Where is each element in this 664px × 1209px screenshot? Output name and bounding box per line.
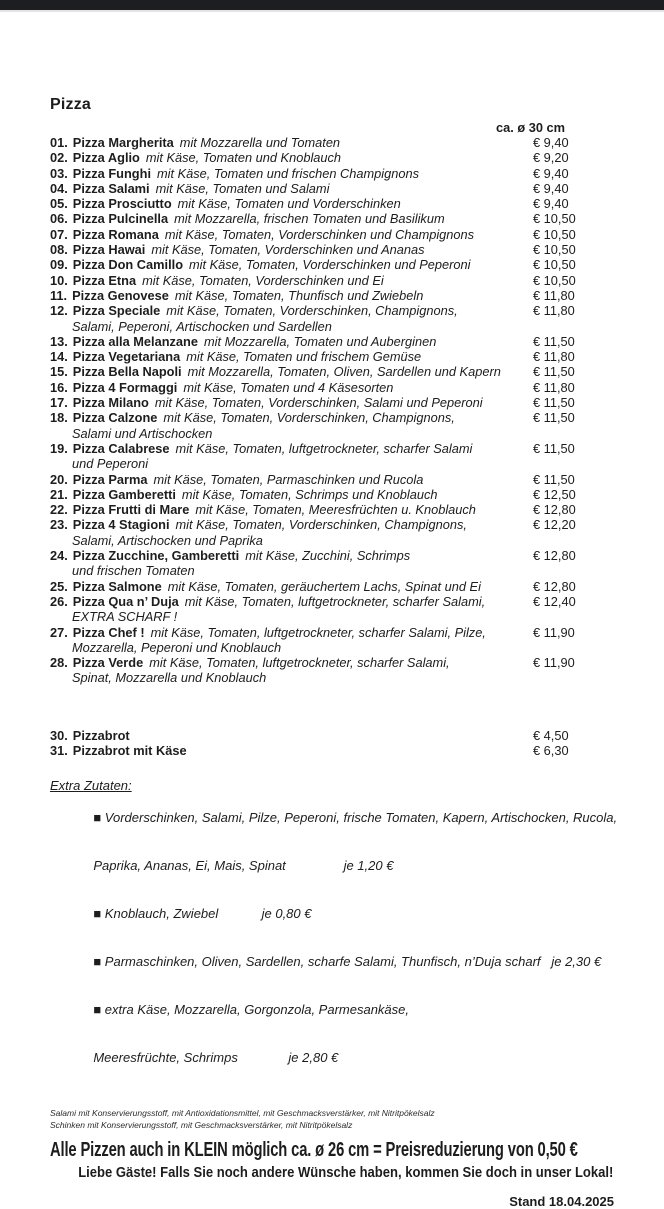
- item-text: [50, 257, 533, 272]
- item-name: Pizza Calzone: [72, 410, 158, 426]
- item-price: € 9,40: [533, 196, 569, 212]
- menu-item: [50, 257, 614, 272]
- item-line1: [50, 196, 533, 211]
- item-description: mit Käse, Tomaten und 4 Käsesorten: [183, 379, 394, 395]
- extra-price: je 1,20 €: [285, 858, 394, 874]
- item-text: [50, 135, 533, 150]
- item-line1: [50, 227, 533, 242]
- item-line1: [50, 380, 533, 395]
- item-line1: [50, 395, 533, 410]
- item-name: Pizza Hawai: [72, 242, 146, 258]
- item-name: Pizza 4 Formaggi: [72, 379, 178, 395]
- item-text: [50, 288, 533, 303]
- menu-item: [50, 579, 614, 594]
- item-text: [50, 655, 533, 686]
- item-price: € 11,50: [533, 471, 575, 487]
- item-price: € 11,50: [533, 333, 575, 349]
- menu-item: [50, 303, 614, 334]
- item-name: Pizza Parma: [72, 471, 148, 487]
- item-number: 20.: [50, 471, 68, 487]
- item-name: Pizza Salmone: [72, 578, 162, 594]
- item-line1: [50, 410, 533, 425]
- item-name: Pizza Margherita: [72, 135, 174, 150]
- item-description: mit Käse, Tomaten, Vorderschinken und Champignons: [164, 226, 475, 242]
- item-number: 05.: [50, 196, 68, 212]
- item-text: [50, 364, 533, 379]
- extra-ingredients: Paprika, Ananas, Ei, Mais, Spinat: [93, 858, 286, 874]
- item-price: € 12,80: [533, 548, 576, 564]
- item-number: 09.: [50, 257, 68, 273]
- item-number: 08.: [50, 242, 68, 258]
- item-number: 31.: [50, 742, 68, 758]
- item-name: Pizza 4 Stagioni: [72, 517, 170, 533]
- item-text: [50, 150, 533, 165]
- item-text: [50, 380, 533, 395]
- menu-item: [50, 227, 614, 242]
- item-name: Pizza Romana: [72, 226, 159, 242]
- item-number: 07.: [50, 226, 68, 242]
- item-text: [50, 548, 533, 579]
- item-description-line2: Salami, Peperoni, Artischocken und Sardellen: [72, 318, 332, 334]
- menu-item: [50, 349, 614, 364]
- menu-item: [50, 380, 614, 395]
- extra-line1: [50, 794, 618, 842]
- extra-row: [50, 938, 614, 986]
- menu-item: [50, 472, 614, 487]
- extra-line2: [50, 1034, 614, 1082]
- item-number: 10.: [50, 272, 68, 288]
- item-price: € 10,50: [533, 257, 576, 273]
- item-name: Pizza Genovese: [72, 287, 169, 303]
- menu-item: [50, 242, 614, 257]
- item-line1: [50, 728, 533, 743]
- item-description: mit Mozzarella und Tomaten: [179, 135, 341, 150]
- item-price: € 9,40: [533, 135, 569, 150]
- extra-ingredients: Meeresfrüchte, Schrimps: [93, 1050, 238, 1066]
- item-text: [50, 395, 533, 410]
- item-name: Pizza Prosciutto: [72, 196, 172, 212]
- item-name: Pizza Zucchine, Gamberetti: [72, 548, 240, 564]
- item-text: [50, 349, 533, 364]
- item-number: 19.: [50, 440, 68, 456]
- item-line1: [50, 579, 533, 594]
- item-line1: [50, 288, 533, 303]
- item-text: [50, 579, 533, 594]
- item-price: € 11,50: [533, 364, 575, 380]
- item-price: € 10,50: [533, 226, 576, 242]
- item-text: [50, 728, 533, 743]
- item-name: Pizzabrot mit Käse: [72, 742, 187, 758]
- item-description-line2: und frischen Tomaten: [72, 563, 195, 579]
- item-number: 06.: [50, 211, 68, 227]
- item-description: mit Mozzarella, Tomaten, Oliven, Sardellen und Kapern: [187, 364, 501, 380]
- menu-page: [0, 12, 664, 1209]
- size-column-header: ca. ø 30 cm: [496, 120, 566, 135]
- item-number: 24.: [50, 548, 68, 564]
- menu-item: [50, 273, 614, 288]
- item-description: mit Käse, Tomaten, Vorderschinken, Champignons,: [163, 410, 455, 426]
- item-price: € 11,50: [533, 395, 575, 411]
- extra-price: je 2,30 €: [540, 954, 602, 970]
- item-number: 25.: [50, 578, 68, 594]
- item-text: [50, 166, 533, 181]
- item-line1: [50, 548, 533, 563]
- extra-price: je 0,80 €: [218, 906, 312, 922]
- extra-price: je 2,80 €: [237, 1050, 339, 1066]
- item-description: mit Käse, Tomaten, luftgetrockneter, scharfer Salami,: [149, 655, 450, 671]
- extras-heading: Extra Zutaten:: [50, 778, 132, 794]
- item-price: € 10,50: [533, 242, 576, 258]
- item-price: € 9,20: [533, 150, 569, 166]
- item-description: mit Käse, Tomaten und Vorderschinken: [177, 196, 401, 212]
- item-price: € 11,90: [533, 655, 575, 671]
- extra-row: [50, 794, 618, 890]
- item-number: 16.: [50, 379, 68, 395]
- item-number: 13.: [50, 333, 68, 349]
- item-description: mit Käse, Tomaten, Vorderschinken, Salami und Peperoni: [154, 395, 483, 411]
- item-description-line2: Salami und Artischocken: [72, 425, 213, 441]
- item-number: 22.: [50, 502, 68, 518]
- menu-item: [50, 487, 614, 502]
- footnote-line: Salami mit Konservierungsstoff, mit Antioxidationsmittel, mit Geschmacksverstärker, mit Nitritpökelsalz: [50, 1108, 435, 1119]
- item-line1: [50, 487, 533, 502]
- item-description: mit Käse, Tomaten und Knoblauch: [145, 150, 342, 166]
- menu-item: [50, 166, 614, 181]
- menu-item: [50, 150, 614, 165]
- extra-toppings-section: [50, 778, 618, 1082]
- item-description-line2: Spinat, Mozzarella und Knoblauch: [72, 670, 267, 686]
- item-description: mit Käse, Tomaten, Vorderschinken und Ei: [142, 272, 384, 288]
- item-name: Pizza alla Melanzane: [72, 333, 198, 349]
- item-price: € 6,30: [533, 742, 569, 758]
- item-price: € 12,50: [533, 486, 576, 502]
- viewer-top-bar: [0, 0, 664, 12]
- item-name: Pizza Speciale: [72, 303, 161, 319]
- menu-item: [50, 548, 614, 579]
- extra-line1: [50, 986, 614, 1034]
- menu-item: [50, 395, 614, 410]
- item-line1: [50, 517, 533, 532]
- item-text: [50, 211, 533, 226]
- item-line1: [50, 349, 533, 364]
- item-description: mit Käse, Tomaten, luftgetrockneter, scharfer Salami, Pilze,: [150, 624, 486, 640]
- menu-item: [50, 625, 614, 656]
- item-text: [50, 227, 533, 242]
- item-text: [50, 273, 533, 288]
- item-name: Pizza Funghi: [72, 165, 151, 181]
- item-price: € 12,20: [533, 517, 576, 533]
- item-name: Pizza Milano: [72, 395, 149, 411]
- menu-item: [50, 334, 614, 349]
- item-text: [50, 625, 533, 656]
- item-description: mit Käse, Tomaten, Thunfisch und Zwiebeln: [174, 287, 424, 303]
- item-price: € 4,50: [533, 727, 569, 743]
- extra-row: [50, 986, 614, 1082]
- item-number: 18.: [50, 410, 68, 426]
- item-number: 11.: [50, 287, 68, 303]
- item-line1: [50, 655, 533, 670]
- item-description: mit Käse, Tomaten, Schrimps und Knoblauch: [181, 486, 438, 502]
- item-text: [50, 502, 533, 517]
- pizzabrot-list: [50, 728, 614, 759]
- item-number: 21.: [50, 486, 68, 502]
- item-description: mit Mozzarella, frischen Tomaten und Basilikum: [174, 211, 445, 227]
- item-description: mit Käse, Tomaten und frischen Champignons: [157, 165, 420, 181]
- item-line1: [50, 181, 533, 196]
- item-text: [50, 303, 533, 334]
- menu-item: [50, 441, 614, 472]
- menu-item: [50, 743, 614, 758]
- item-number: 30.: [50, 727, 68, 743]
- item-price: € 11,80: [533, 349, 575, 365]
- item-line1: [50, 257, 533, 272]
- extra-line2: [50, 842, 614, 890]
- item-price: € 10,50: [533, 211, 576, 227]
- item-text: [50, 196, 533, 211]
- item-price: € 11,90: [533, 624, 575, 640]
- item-price: € 12,80: [533, 502, 576, 518]
- item-number: 12.: [50, 303, 68, 319]
- item-description-line2: Salami, Artischocken und Paprika: [72, 532, 263, 548]
- item-text: [50, 743, 533, 758]
- item-description: mit Käse, Tomaten, geräuchertem Lachs, Spinat und Ei: [167, 578, 481, 594]
- pizza-list: [50, 135, 614, 686]
- item-description: mit Käse, Tomaten, Vorderschinken, Champignons,: [166, 303, 458, 319]
- menu-item: [50, 502, 614, 517]
- item-price: € 11,50: [533, 410, 575, 426]
- item-description: mit Käse, Tomaten und Salami: [155, 180, 330, 196]
- item-description-line2: EXTRA SCHARF !: [72, 609, 178, 625]
- item-line1: [50, 743, 533, 758]
- item-number: 23.: [50, 517, 68, 533]
- extra-line1: [50, 938, 614, 986]
- item-number: 03.: [50, 165, 68, 181]
- item-number: 04.: [50, 180, 68, 196]
- item-line1: [50, 242, 533, 257]
- item-name: Pizza Calabrese: [72, 440, 170, 456]
- item-text: [50, 242, 533, 257]
- item-number: 17.: [50, 395, 68, 411]
- item-line1: [50, 625, 533, 640]
- item-name: Pizza Chef !: [72, 624, 145, 640]
- item-number: 02.: [50, 150, 68, 166]
- item-line1: [50, 441, 533, 456]
- item-name: Pizza Gamberetti: [72, 486, 176, 502]
- menu-item: [50, 594, 614, 625]
- item-text: [50, 517, 533, 548]
- item-number: 14.: [50, 349, 68, 365]
- item-name: Pizza Qua n’ Duja: [72, 593, 179, 609]
- item-line1: [50, 594, 533, 609]
- item-name: Pizza Etna: [72, 272, 137, 288]
- ingredient-footnotes: [50, 1108, 614, 1131]
- item-name: Pizza Aglio: [72, 150, 140, 166]
- item-name: Pizza Salami: [72, 180, 150, 196]
- menu-item: [50, 196, 614, 211]
- item-text: [50, 472, 533, 487]
- extra-ingredients: ■ Parmaschinken, Oliven, Sardellen, scharfe Salami, Thunfisch, n’Duja scharf: [93, 954, 541, 970]
- item-name: Pizza Verde: [72, 655, 144, 671]
- menu-item: [50, 181, 614, 196]
- menu-item: [50, 211, 614, 226]
- item-price: € 11,50: [533, 440, 575, 456]
- item-name: Pizza Vegetariana: [72, 349, 181, 365]
- item-line1: [50, 334, 533, 349]
- menu-item: [50, 517, 614, 548]
- item-number: 26.: [50, 593, 68, 609]
- item-description: mit Käse, Tomaten, Parmaschinken und Rucola: [153, 471, 424, 487]
- item-name: Pizza Frutti di Mare: [72, 502, 190, 518]
- item-text: [50, 410, 533, 441]
- item-number: 27.: [50, 624, 68, 640]
- item-description: mit Käse, Tomaten, luftgetrockneter, scharfer Salami: [175, 440, 473, 456]
- item-description: mit Käse, Tomaten, luftgetrockneter, scharfer Salami,: [184, 593, 486, 609]
- item-text: [50, 441, 533, 472]
- item-description-line2: und Peperoni: [72, 456, 149, 472]
- item-line1: [50, 502, 533, 517]
- item-description-line2: Mozzarella, Peperoni und Knoblauch: [72, 639, 282, 655]
- item-line1: [50, 472, 533, 487]
- item-description: mit Käse, Tomaten, Vorderschinken und Ananas: [151, 242, 425, 258]
- item-price: € 9,40: [533, 165, 569, 181]
- page-title: Pizza: [50, 96, 92, 113]
- item-number: 15.: [50, 364, 68, 380]
- item-line1: [50, 273, 533, 288]
- item-name: Pizza Pulcinella: [72, 211, 169, 227]
- item-price: € 12,80: [533, 578, 576, 594]
- menu-item: [50, 135, 614, 150]
- item-line1: [50, 150, 533, 165]
- menu-item: [50, 728, 614, 743]
- item-line1: [50, 303, 533, 318]
- extra-ingredients: ■ Vorderschinken, Salami, Pilze, Peperoni, frische Tomaten, Kapern, Artischocken, Rucola,: [93, 810, 618, 826]
- item-text: [50, 487, 533, 502]
- item-price: € 9,40: [533, 180, 569, 196]
- item-description: mit Käse, Zucchini, Schrimps: [245, 548, 411, 564]
- item-description: mit Käse, Tomaten, Vorderschinken und Peperoni: [189, 257, 471, 273]
- item-description: mit Käse, Tomaten und frischem Gemüse: [186, 349, 422, 365]
- item-text: [50, 334, 533, 349]
- extras-list: [50, 794, 618, 1082]
- item-name: Pizza Bella Napoli: [72, 364, 182, 380]
- item-text: [50, 594, 533, 625]
- menu-item: [50, 655, 614, 686]
- item-number: 01.: [50, 135, 68, 150]
- item-line1: [50, 135, 533, 150]
- item-line1: [50, 364, 533, 379]
- item-price: € 12,40: [533, 593, 576, 609]
- item-text: [50, 181, 533, 196]
- extra-ingredients: ■ Knoblauch, Zwiebel: [93, 906, 219, 922]
- menu-item: [50, 364, 614, 379]
- small-size-announcement: Alle Pizzen auch in KLEIN möglich ca. ø 26 cm = Preisreduzierung von 0,50 €: [50, 1138, 578, 1162]
- greeting-line: Liebe Gäste! Falls Sie noch andere Wünsche haben, kommen Sie doch in unser Lokal!: [78, 1165, 614, 1182]
- extra-row: [50, 890, 614, 938]
- menu-item: [50, 288, 614, 303]
- menu-item: [50, 410, 614, 441]
- item-description: mit Käse, Tomaten, Vorderschinken, Champignons,: [175, 517, 467, 533]
- item-number: 28.: [50, 655, 68, 671]
- item-name: Pizza Don Camillo: [72, 257, 184, 273]
- extra-line1: [50, 890, 614, 938]
- extra-ingredients: ■ extra Käse, Mozzarella, Gorgonzola, Parmesankäse,: [93, 1002, 410, 1018]
- item-line1: [50, 166, 533, 181]
- item-price: € 11,80: [533, 287, 575, 303]
- footnote-line: Schinken mit Konservierungsstoff, mit Geschmacksverstärker, mit Nitritpökelsalz: [50, 1119, 353, 1130]
- item-description: mit Mozzarella, Tomaten und Auberginen: [203, 333, 437, 349]
- item-price: € 11,80: [533, 379, 575, 395]
- item-line1: [50, 211, 533, 226]
- item-price: € 11,80: [533, 303, 575, 319]
- item-description: mit Käse, Tomaten, Meeresfrüchten u. Knoblauch: [195, 502, 476, 518]
- item-name: Pizzabrot: [72, 727, 130, 743]
- item-price: € 10,50: [533, 272, 576, 288]
- stand-date: Stand 18.04.2025: [509, 1194, 614, 1209]
